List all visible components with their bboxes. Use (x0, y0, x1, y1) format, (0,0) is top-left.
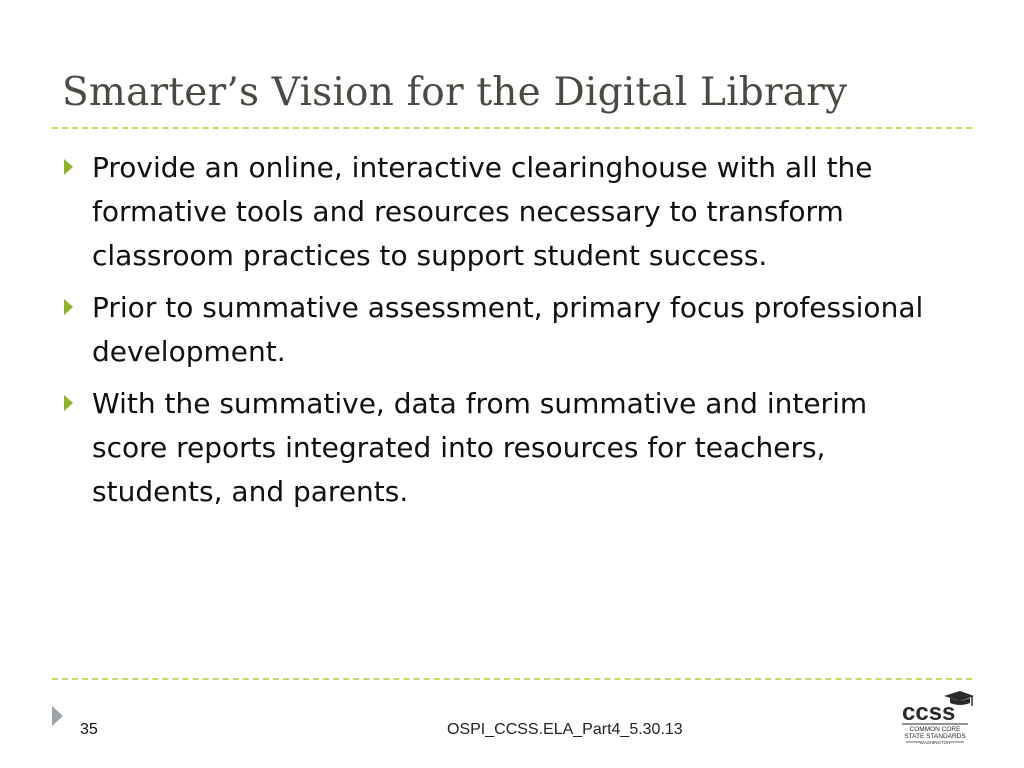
logo-line1: COMMON CORE (909, 726, 961, 733)
bullet-text: Provide an online, interactive clearinghouse with all the formative tools and resources necessary to transform classroom practices to support student success. (92, 151, 873, 272)
bullet-text: Prior to summative assessment, primary focus professional development. (92, 291, 924, 368)
page-number: 35 (80, 721, 98, 738)
footer-text: OSPI_CCSS.ELA_Part4_5.30.13 (447, 721, 683, 738)
footer-divider (52, 678, 972, 680)
triangle-right-icon (64, 159, 73, 175)
logo-main: ccss (902, 699, 956, 726)
bullet-list (62, 146, 942, 522)
slide-title: Smarter’s Vision for the Digital Library (62, 70, 848, 115)
logo-line2: STATE STANDARDS (904, 733, 966, 740)
bullet-item (62, 286, 942, 374)
title-divider (52, 127, 972, 129)
bullet-text: With the summative, data from summative and interim score reports integrated into resources for teachers, students, and parents. (92, 387, 868, 508)
triangle-right-icon (64, 395, 73, 411)
triangle-right-icon (64, 299, 73, 315)
bullet-item (62, 382, 942, 514)
ccss-logo (900, 690, 974, 746)
footer-arrow-icon (52, 706, 63, 726)
logo-line3: WASHINGTON (919, 740, 951, 745)
bullet-item (62, 146, 942, 278)
